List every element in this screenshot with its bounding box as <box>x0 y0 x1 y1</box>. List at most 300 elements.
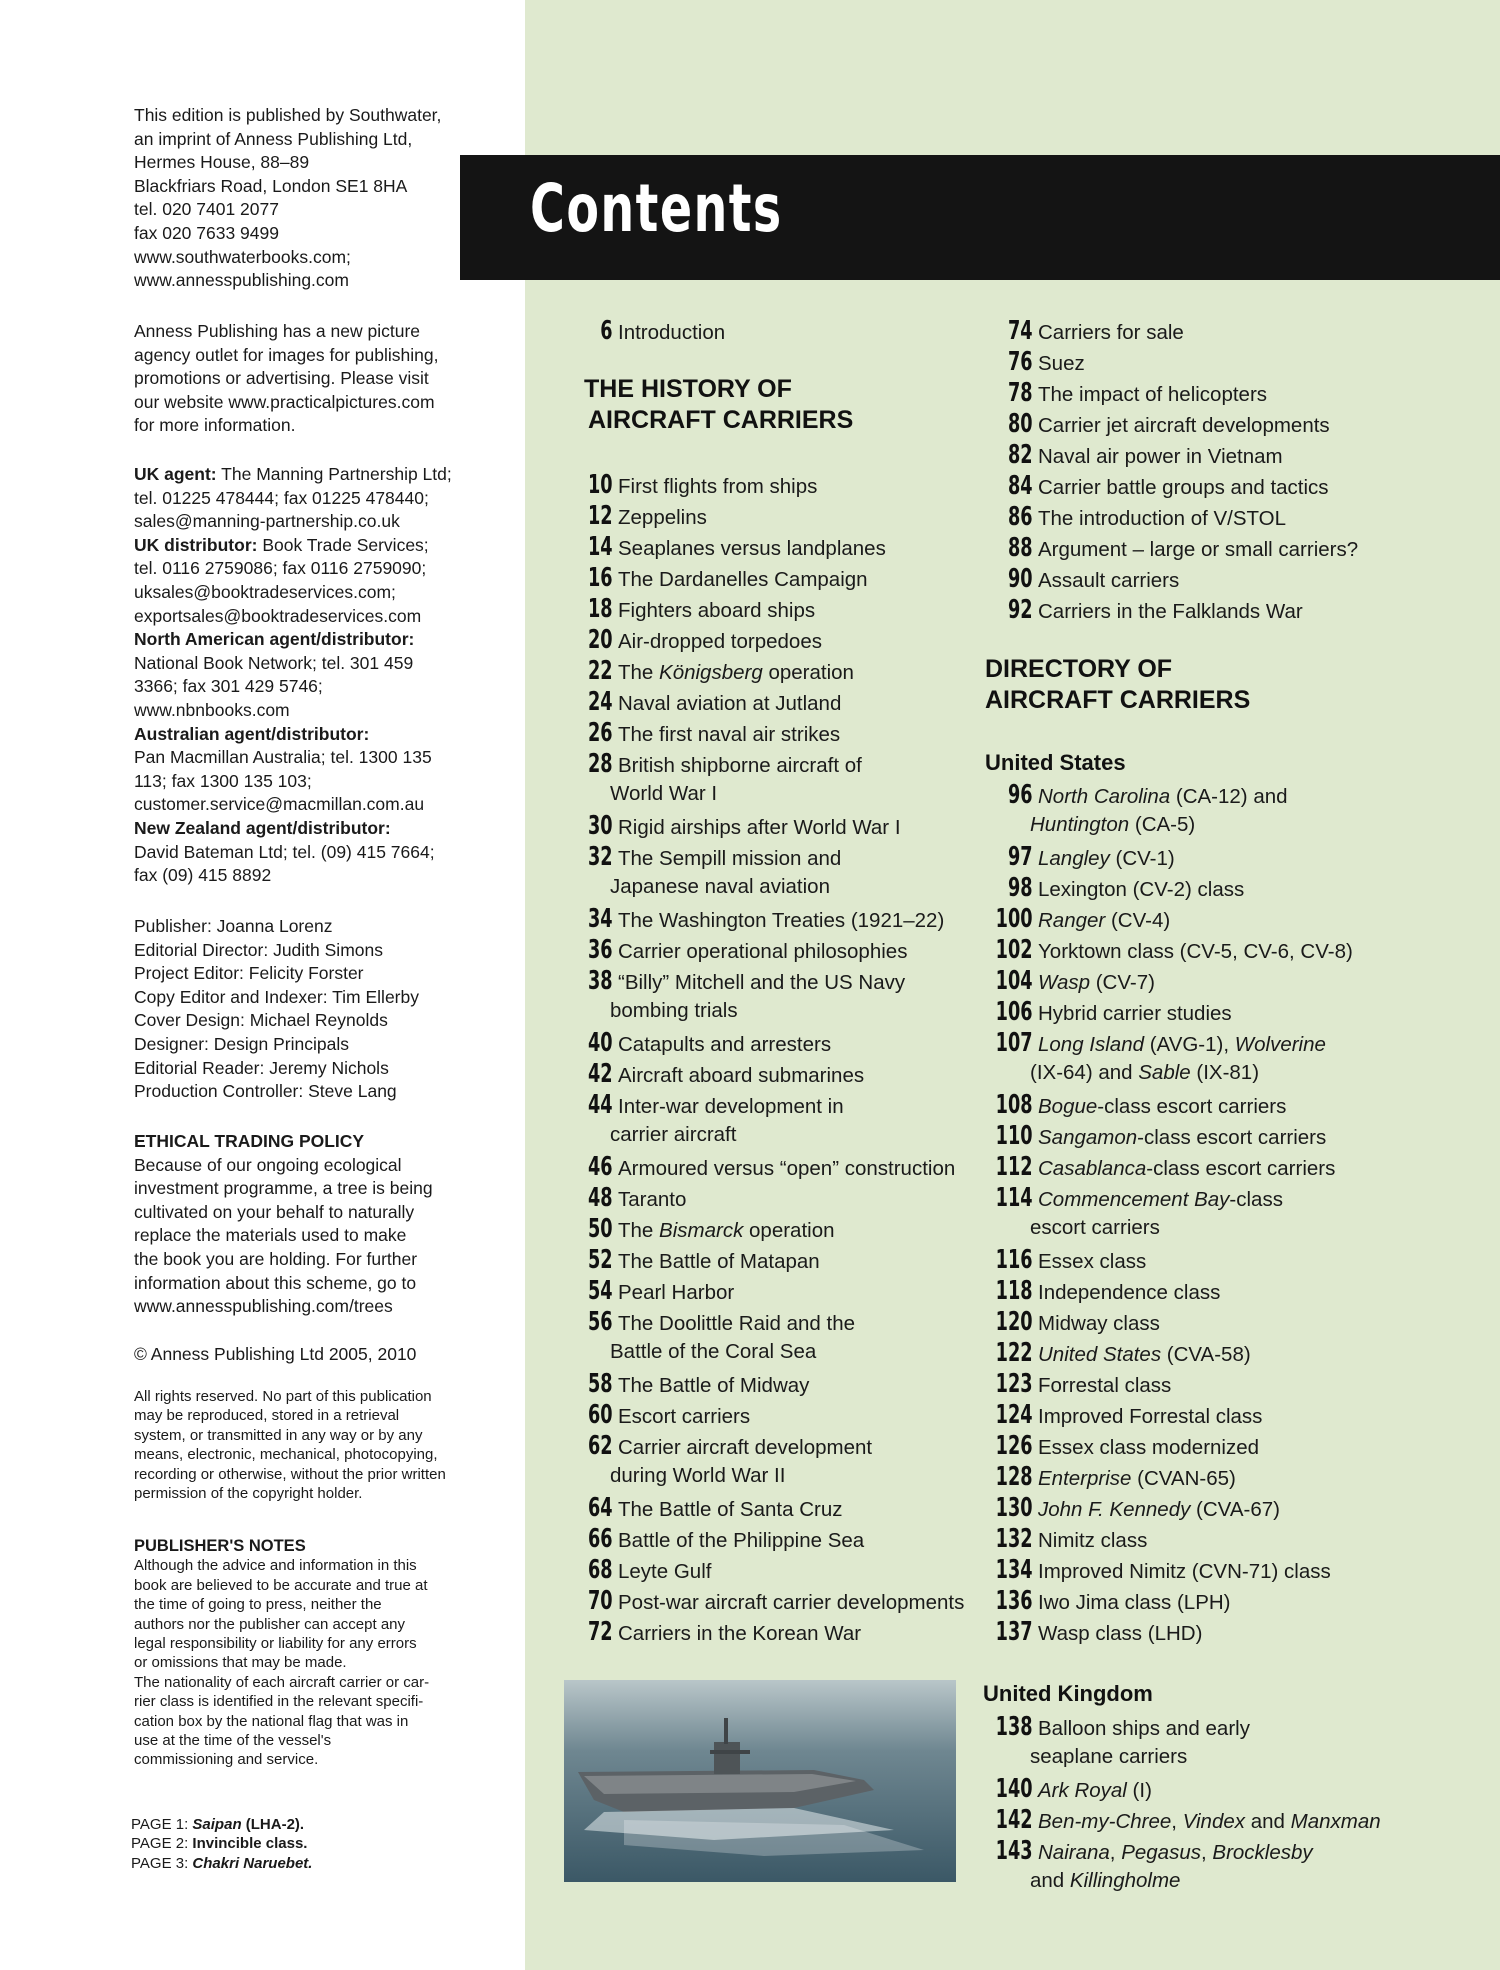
toc-entry <box>546 470 817 501</box>
toc-entry-title: The Washington Treaties (1921–22) <box>618 909 945 932</box>
toc-entry-title: Argument – large or small carriers? <box>1038 538 1359 561</box>
rights-line: may be reproduced, stored in a retrieval <box>134 1407 400 1425</box>
subheading-united-kingdom: United Kingdom <box>983 1681 1153 1706</box>
toc-page-number: 128 <box>995 1462 1033 1492</box>
toc-page-number: 140 <box>995 1774 1033 1804</box>
toc-page-number: 70 <box>587 1586 613 1616</box>
toc-entry <box>546 904 944 935</box>
toc-page-number: 66 <box>587 1524 613 1554</box>
toc-page-number: 64 <box>587 1493 613 1523</box>
toc-title-part: -class escort carriers <box>1137 1126 1327 1149</box>
toc-entry-title <box>618 1219 835 1243</box>
toc-title-part: Casablanca <box>1038 1157 1147 1180</box>
toc-entry <box>966 1338 1251 1369</box>
toc-entry-title: Inter-war development in <box>618 1095 844 1118</box>
toc-page-number: 14 <box>587 532 613 562</box>
toc-entry <box>966 1774 1152 1805</box>
copyright-line: © Anness Publishing Ltd 2005, 2010 <box>134 1344 417 1364</box>
agents-block <box>134 463 504 888</box>
page-ref-name: Saipan <box>192 1816 242 1833</box>
toc-entry <box>546 656 854 687</box>
toc-entry-title: Taranto <box>618 1188 687 1211</box>
nz-agent-line: David Bateman Ltd; tel. (09) 415 7664; <box>134 841 435 862</box>
toc-page-number: 22 <box>587 656 613 686</box>
toc-entry <box>966 1121 1326 1152</box>
au-agent-line: customer.service@macmillan.com.au <box>134 794 425 815</box>
toc-entry <box>966 1836 1313 1867</box>
toc-entry-title: The Battle of Matapan <box>618 1250 820 1273</box>
toc-entry-title: The first naval air strikes <box>618 723 841 746</box>
toc-title-part: Wasp <box>1038 971 1091 994</box>
toc-title-part: (IX-81) <box>1190 1061 1260 1084</box>
toc-page-number: 124 <box>995 1400 1033 1430</box>
toc-entry-title: The Battle of Santa Cruz <box>618 1498 843 1521</box>
toc-entry-title: Wasp class (LHD) <box>1038 1622 1203 1645</box>
toc-entry-continuation: Japanese naval aviation <box>610 875 830 898</box>
toc-entry <box>966 1369 1171 1400</box>
toc-entry-title: British shipborne aircraft of <box>618 754 862 777</box>
toc-page-number: 74 <box>1007 316 1033 346</box>
toc-entry-title: Carrier jet aircraft developments <box>1038 414 1330 437</box>
toc-title-part: Brocklesby <box>1212 1841 1313 1864</box>
toc-entry-title: The impact of helicopters <box>1038 383 1268 406</box>
notes-line: Although the advice and information in this <box>134 1557 417 1575</box>
subheading-united-states: United States <box>985 750 1126 775</box>
notes-line: The nationality of each aircraft carrier or car- <box>134 1673 430 1691</box>
credit-line: Editorial Reader: Jeremy Nichols <box>134 1057 389 1078</box>
toc-page-number: 132 <box>995 1524 1033 1554</box>
toc-page-number: 82 <box>1007 440 1033 470</box>
notes-line: or omissions that may be made. <box>134 1654 347 1672</box>
imprint-line: an imprint of Anness Publishing Ltd, <box>134 128 413 149</box>
agency-line: for more information. <box>134 415 296 436</box>
toc-entry-title <box>1038 1498 1280 1522</box>
toc-page-number: 96 <box>1007 780 1033 810</box>
toc-entry-continuation: carrier aircraft <box>610 1123 737 1146</box>
toc-title-part: (CV-7) <box>1090 971 1155 994</box>
toc-page-number: 108 <box>995 1090 1033 1120</box>
toc-entry-title: Improved Nimitz (CVN-71) class <box>1038 1560 1331 1583</box>
rights-line: All rights reserved. No part of this publication <box>134 1388 432 1405</box>
toc-title-part: The <box>618 1219 660 1242</box>
toc-entry-title: The Battle of Midway <box>618 1374 810 1397</box>
uk-dist-text: Book Trade Services; <box>257 534 429 555</box>
toc-entry-title: Escort carriers <box>618 1405 751 1428</box>
toc-title-part: Sangamon <box>1038 1126 1138 1149</box>
toc-title-part: United States <box>1038 1343 1162 1366</box>
toc-title-part: (CVA-58) <box>1161 1343 1251 1366</box>
toc-entry <box>966 966 1155 997</box>
toc-page-number: 32 <box>587 842 613 872</box>
toc-entry-title <box>1038 1343 1251 1367</box>
na-agent-line: 3366; fax 301 429 5746; <box>134 676 323 697</box>
page-ref-prefix: PAGE 3: <box>131 1854 193 1872</box>
toc-page-number: 68 <box>587 1555 613 1585</box>
toc-page-number: 54 <box>587 1276 613 1306</box>
uk-agent-text: The Manning Partnership Ltd; <box>216 464 452 484</box>
toc-entry <box>966 1276 1220 1307</box>
uk-dist-line: uksales@booktradeservices.com; <box>134 581 396 602</box>
imprint-line: fax 020 7633 9499 <box>134 222 279 243</box>
credit-line: Editorial Director: Judith Simons <box>134 939 383 960</box>
agency-line: our website www.practicalpictures.com <box>134 391 435 412</box>
toc-entry <box>966 1617 1202 1648</box>
agency-block <box>134 320 504 438</box>
toc-entry-title: Pearl Harbor <box>618 1281 735 1304</box>
agency-line: promotions or advertising. Please visit <box>134 368 429 389</box>
toc-entry-title: “Billy” Mitchell and the US Navy <box>618 971 906 994</box>
toc-title-part: (CVA-67) <box>1190 1498 1280 1521</box>
ethical-line: investment programme, a tree is being <box>134 1178 433 1199</box>
toc-entry-title: Iwo Jima class (LPH) <box>1038 1591 1231 1614</box>
toc-entry-title: The Doolittle Raid and the <box>618 1312 856 1335</box>
toc-entry-title: Naval aviation at Jutland <box>618 692 842 715</box>
rights-line: means, electronic, mechanical, photocopying, <box>134 1446 438 1464</box>
section-heading-directory <box>985 654 1250 716</box>
toc-entry <box>966 997 1232 1028</box>
toc-page-number: 126 <box>995 1431 1033 1461</box>
toc-page-number: 48 <box>587 1183 613 1213</box>
toc-page-number: 84 <box>1007 471 1033 501</box>
credit-line: Production Controller: Steve Lang <box>134 1081 397 1102</box>
toc-entry <box>546 625 822 656</box>
page-ref-3 <box>131 1854 501 1873</box>
toc-page-number: 114 <box>995 1183 1033 1213</box>
toc-entry <box>546 749 862 780</box>
toc-entry-title: Suez <box>1038 352 1085 375</box>
toc-entry-title: The Dardanelles Campaign <box>618 568 868 591</box>
notes-line: rier class is identified in the relevant specifi- <box>134 1693 424 1711</box>
toc-entry <box>546 1307 855 1338</box>
toc-entry-title: Battle of the Philippine Sea <box>618 1529 865 1552</box>
toc-entry <box>546 811 901 842</box>
toc-page-number: 142 <box>995 1805 1033 1835</box>
uk-dist-label: UK distributor: <box>134 534 258 555</box>
toc-title-part: Bogue <box>1038 1095 1098 1118</box>
toc-entry-title: Lexington (CV-2) class <box>1038 878 1245 901</box>
toc-page-number: 86 <box>1007 502 1033 532</box>
imprint-line: This edition is published by Southwater, <box>134 105 442 125</box>
toc-title-part: Manxman <box>1290 1810 1381 1833</box>
imprint-line: www.annesspublishing.com <box>134 270 349 291</box>
toc-entry <box>966 440 1283 471</box>
toc-entry-title: Aircraft aboard submarines <box>618 1064 865 1087</box>
toc-title-part: -class escort carriers <box>1097 1095 1287 1118</box>
agency-line: Anness Publishing has a new picture <box>134 321 421 341</box>
toc-entry <box>546 1586 964 1617</box>
toc-entry-continuation <box>1030 1061 1259 1085</box>
toc-entry-title: Midway class <box>1038 1312 1160 1335</box>
page-ref-2 <box>131 1834 501 1853</box>
toc-entry <box>966 1805 1381 1836</box>
toc-entry-title <box>1038 847 1175 871</box>
toc-entry-title <box>1038 1157 1335 1181</box>
toc-page-number: 134 <box>995 1555 1033 1585</box>
toc-entry <box>546 316 725 347</box>
toc-entry <box>546 966 905 997</box>
section-heading-line: AIRCRAFT CARRIERS <box>588 406 854 434</box>
imprint-line: Blackfriars Road, London SE1 8HA <box>134 175 408 196</box>
toc-entry-title: Air-dropped torpedoes <box>618 630 822 653</box>
toc-entry-continuation: seaplane carriers <box>1030 1745 1188 1768</box>
notes-line: cation box by the national flag that was in <box>134 1712 409 1730</box>
toc-entry-continuation: escort carriers <box>1030 1216 1160 1239</box>
imprint-line: tel. 020 7401 2077 <box>134 199 279 220</box>
toc-entry <box>546 532 886 563</box>
toc-entry <box>966 1400 1262 1431</box>
toc-entry-title: Naval air power in Vietnam <box>1038 445 1283 468</box>
notes-line: commissioning and service. <box>134 1751 319 1769</box>
toc-title-part: Killingholme <box>1069 1869 1181 1892</box>
toc-page-number: 80 <box>1007 409 1033 439</box>
toc-page-number: 38 <box>587 966 613 996</box>
credits-block <box>134 915 504 1104</box>
toc-entry-continuation <box>1030 813 1195 837</box>
toc-entry-continuation: during World War II <box>610 1464 786 1487</box>
toc-entry-title: First flights from ships <box>618 475 818 498</box>
credit-line: Designer: Design Principals <box>134 1033 349 1054</box>
toc-page-number: 78 <box>1007 378 1033 408</box>
toc-entry <box>966 1245 1146 1276</box>
toc-entry-title: Introduction <box>618 321 726 344</box>
uk-agent-line <box>134 463 504 487</box>
toc-page-number: 62 <box>587 1431 613 1461</box>
nz-agent-label: New Zealand agent/distributor: <box>134 817 391 838</box>
toc-entry-title: Forrestal class <box>1038 1374 1172 1397</box>
page-ref-suffix: (LHA-2). <box>241 1816 305 1833</box>
toc-entry <box>546 1183 686 1214</box>
toc-entry <box>546 935 907 966</box>
toc-entry <box>546 1090 844 1121</box>
uk-agent-line: tel. 01225 478444; fax 01225 478440; <box>134 487 429 508</box>
contents-title: Contents <box>530 170 783 247</box>
notes-heading: PUBLISHER'S NOTES <box>134 1537 306 1555</box>
toc-page-number: 16 <box>587 563 613 593</box>
toc-entry <box>966 1431 1259 1462</box>
page-ref-prefix: PAGE 1: <box>131 1816 193 1833</box>
toc-entry-title: Assault carriers <box>1038 569 1180 592</box>
toc-entry <box>966 1493 1280 1524</box>
toc-title-part: Ben-my-Chree <box>1038 1810 1172 1833</box>
toc-page-number: 24 <box>587 687 613 717</box>
na-agent-label: North American agent/distributor: <box>134 629 415 650</box>
toc-entry <box>966 873 1244 904</box>
ethical-block <box>134 1130 504 1319</box>
toc-entry-title <box>1038 1126 1326 1150</box>
page-ref-1 <box>131 1815 501 1834</box>
toc-page-number: 112 <box>995 1152 1033 1182</box>
toc-page-number: 72 <box>587 1617 613 1647</box>
toc-entry-title: Carrier operational philosophies <box>618 940 908 963</box>
agency-line: agency outlet for images for publishing, <box>134 344 439 365</box>
toc-title-part: , <box>1171 1810 1183 1833</box>
section-heading-history <box>584 374 853 436</box>
imprint-line: www.southwaterbooks.com; <box>134 246 351 267</box>
toc-page-number: 138 <box>995 1712 1033 1742</box>
na-agent-line: www.nbnbooks.com <box>134 699 290 720</box>
toc-entry-title: Post-war aircraft carrier developments <box>618 1591 965 1614</box>
toc-title-part: and <box>1245 1810 1291 1833</box>
toc-page-number: 6 <box>600 316 613 346</box>
uk-dist-line: tel. 0116 2759086; fax 0116 2759090; <box>134 558 427 579</box>
toc-title-part: (CA-5) <box>1129 813 1196 836</box>
toc-title-part: (CV-4) <box>1105 909 1171 932</box>
toc-entry <box>966 842 1175 873</box>
toc-entry-title: Yorktown class (CV-5, CV-6, CV-8) <box>1038 940 1353 963</box>
toc-entry <box>546 1524 864 1555</box>
toc-entry-title: The Sempill mission and <box>618 847 842 870</box>
credit-line: Copy Editor and Indexer: Tim Ellerby <box>134 986 419 1007</box>
toc-title-part: Pegasus <box>1121 1841 1201 1864</box>
toc-page-number: 102 <box>995 935 1033 965</box>
toc-entry <box>966 780 1288 811</box>
toc-title-part: Ark Royal <box>1038 1779 1127 1802</box>
toc-title-part: (CA-12) and <box>1170 785 1288 808</box>
toc-entry <box>546 842 841 873</box>
rights-line: recording or otherwise, without the prior written <box>134 1465 446 1483</box>
toc-entry-title: Hybrid carrier studies <box>1038 1002 1232 1025</box>
toc-entry <box>966 378 1267 409</box>
toc-entry <box>966 1586 1231 1617</box>
toc-entry-title <box>1038 1467 1236 1491</box>
toc-entry-title: Fighters aboard ships <box>618 599 816 622</box>
toc-title-part: , <box>1109 1841 1122 1864</box>
toc-title-part: Huntington <box>1030 813 1130 836</box>
toc-title-part: and <box>1030 1869 1070 1892</box>
toc-title-part: (I) <box>1126 1779 1152 1802</box>
toc-entry-title: Improved Forrestal class <box>1038 1405 1263 1428</box>
notes-line: the time of going to press, neither the <box>134 1596 382 1614</box>
uk-agent-line: sales@manning-partnership.co.uk <box>134 511 400 532</box>
toc-page-number: 30 <box>587 811 613 841</box>
toc-entry-title <box>1038 785 1288 809</box>
toc-title-part: Sable <box>1138 1061 1191 1084</box>
toc-entry <box>546 1431 872 1462</box>
toc-page-number: 122 <box>995 1338 1033 1368</box>
toc-page-number: 56 <box>587 1307 613 1337</box>
credit-line: Cover Design: Michael Reynolds <box>134 1010 388 1031</box>
page-ref-name: Invincible class. <box>192 1835 308 1853</box>
ethical-line: Because of our ongoing ecological <box>134 1154 402 1175</box>
notes-block <box>134 1537 504 1770</box>
page-ref-name: Chakri Naruebet. <box>192 1854 313 1872</box>
toc-entry <box>546 1493 842 1524</box>
toc-entry-title: Balloon ships and early <box>1038 1717 1250 1740</box>
toc-entry-title: Carriers in the Falklands War <box>1038 600 1303 623</box>
toc-title-part: Wolverine <box>1234 1033 1326 1056</box>
au-agent-line: 113; fax 1300 135 103; <box>134 770 312 791</box>
toc-page-number: 104 <box>995 966 1033 996</box>
toc-entry <box>966 502 1286 533</box>
toc-entry <box>966 347 1085 378</box>
toc-entry <box>546 687 841 718</box>
toc-title-part: operation <box>743 1219 835 1242</box>
toc-title-part: Commencement Bay <box>1038 1188 1230 1211</box>
toc-page-number: 97 <box>1007 842 1033 872</box>
toc-page-number: 90 <box>1007 564 1033 594</box>
toc-entry-title <box>1038 1188 1283 1212</box>
toc-entry <box>546 1059 864 1090</box>
toc-title-part: Vindex <box>1182 1810 1246 1833</box>
toc-entry-title: Armoured versus “open” construction <box>618 1157 956 1180</box>
notes-line: use at the time of the vessel's <box>134 1732 332 1750</box>
toc-page-number: 58 <box>587 1369 613 1399</box>
ethical-line: information about this scheme, go to <box>134 1272 417 1293</box>
toc-title-part: The <box>618 661 660 684</box>
uk-agent-label: UK agent: <box>134 464 217 484</box>
credit-line: Publisher: Joanna Lorenz <box>134 916 333 936</box>
toc-title-part: -class escort carriers <box>1146 1157 1336 1180</box>
au-agent-label: Australian agent/distributor: <box>134 723 370 744</box>
toc-entry <box>546 1276 734 1307</box>
uk-dist-line <box>134 534 504 558</box>
toc-page-number: 44 <box>587 1090 613 1120</box>
toc-page-number: 136 <box>995 1586 1033 1616</box>
toc-entry <box>966 1152 1335 1183</box>
toc-page-number: 50 <box>587 1214 613 1244</box>
toc-title-part: operation <box>762 661 854 684</box>
toc-entry-title: Carrier battle groups and tactics <box>1038 476 1329 499</box>
toc-entry <box>546 1028 831 1059</box>
toc-title-part: Langley <box>1038 847 1110 870</box>
toc-entry-title <box>1038 1810 1381 1834</box>
section-heading-line: THE HISTORY OF <box>584 375 792 403</box>
toc-page-number: 34 <box>587 904 613 934</box>
toc-title-part: Bismarck <box>659 1219 744 1242</box>
toc-entry <box>546 1369 809 1400</box>
toc-entry <box>966 316 1184 347</box>
toc-entry <box>966 1555 1331 1586</box>
toc-page-number: 20 <box>587 625 613 655</box>
toc-entry <box>966 533 1358 564</box>
imprint-line: Hermes House, 88–89 <box>134 152 310 173</box>
toc-entry-continuation: bombing trials <box>610 999 738 1022</box>
toc-page-number: 92 <box>1007 595 1033 625</box>
rights-line: permission of the copyright holder. <box>134 1485 363 1503</box>
rights-block <box>134 1387 504 1503</box>
imprint-block <box>134 104 504 293</box>
toc-entry <box>966 1712 1250 1743</box>
toc-title-part: (IX-64) and <box>1030 1061 1139 1084</box>
toc-page-number: 130 <box>995 1493 1033 1523</box>
toc-entry <box>966 935 1353 966</box>
toc-entry <box>966 1183 1283 1214</box>
toc-title-part: -class <box>1229 1188 1283 1211</box>
nz-agent-line: fax (09) 415 8892 <box>134 865 272 886</box>
toc-entry <box>546 718 840 749</box>
toc-entry-title: Rigid airships after World War I <box>618 816 901 839</box>
toc-page-number: 110 <box>995 1121 1033 1151</box>
rights-line: system, or transmitted in any way or by any <box>134 1426 423 1444</box>
toc-entry-title: Essex class modernized <box>1038 1436 1260 1459</box>
toc-entry-title <box>1038 1095 1286 1119</box>
toc-entry <box>966 1090 1286 1121</box>
toc-title-part: Enterprise <box>1038 1467 1132 1490</box>
toc-entry-title: The introduction of V/STOL <box>1038 507 1287 530</box>
toc-entry <box>966 564 1179 595</box>
ethical-line: www.annesspublishing.com/trees <box>134 1296 393 1317</box>
toc-page-number: 60 <box>587 1400 613 1430</box>
uk-dist-line: exportsales@booktradeservices.com <box>134 605 422 626</box>
toc-page-number: 36 <box>587 935 613 965</box>
toc-title-part: (CV-1) <box>1109 847 1175 870</box>
toc-page-number: 40 <box>587 1028 613 1058</box>
toc-page-number: 106 <box>995 997 1033 1027</box>
toc-page-number: 100 <box>995 904 1033 934</box>
notes-line: book are believed to be accurate and true at <box>134 1576 428 1594</box>
toc-entry <box>546 1245 820 1276</box>
toc-page-number: 118 <box>995 1276 1033 1306</box>
